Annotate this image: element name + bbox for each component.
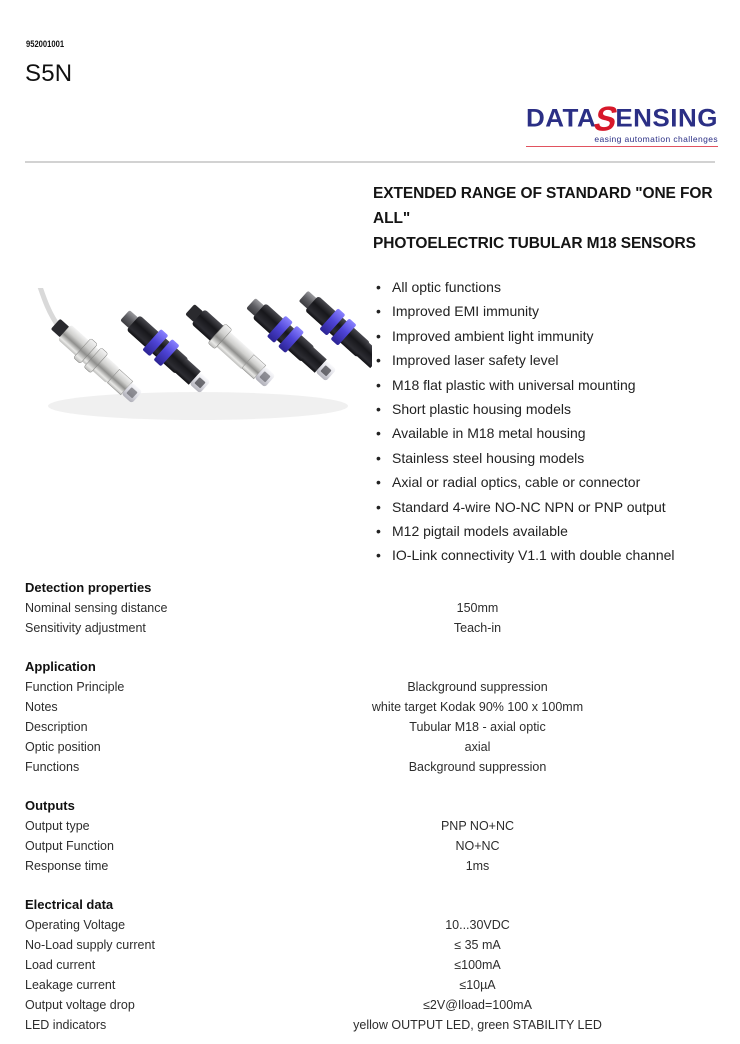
spec-label: Response time [25, 859, 109, 873]
feature-item: • Improved ambient light immunity [373, 324, 717, 348]
spec-value: 10...30VDC [445, 918, 510, 932]
header-divider [25, 161, 715, 163]
feature-item: • Standard 4-wire NO-NC NPN or PNP output [373, 495, 717, 519]
spec-row [25, 697, 715, 717]
spec-label: Operating Voltage [25, 918, 126, 932]
feature-item: • Stainless steel housing models [373, 446, 717, 470]
logo-flash-s-icon: S [590, 99, 623, 138]
spec-label: Function Principle [25, 680, 125, 694]
spec-value: white target Kodak 90% 100 x 100mm [371, 700, 584, 714]
spec-label: Load current [25, 958, 96, 972]
spec-label: Optic position [25, 740, 101, 754]
spec-row [25, 915, 715, 935]
spec-row [25, 598, 715, 618]
hero-heading [373, 181, 717, 256]
feature-item: • Improved EMI immunity [373, 299, 717, 323]
spec-value: NO+NC [455, 839, 500, 853]
product-photo [28, 288, 372, 432]
section-application [25, 657, 715, 777]
section-title: Detection properties [25, 580, 152, 595]
sensors-illustration [28, 288, 372, 432]
spec-label: Sensitivity adjustment [25, 621, 146, 635]
spec-row [25, 737, 715, 757]
spec-label: Output type [25, 819, 90, 833]
logo-text-data: DATA [525, 103, 597, 133]
section-title: Application [25, 659, 96, 674]
logo-wordmark [525, 99, 718, 138]
spec-value: ≤ 35 mA [454, 938, 501, 952]
spec-row [25, 955, 715, 975]
feature-item: • All optic functions [373, 275, 717, 299]
spec-row [25, 816, 715, 836]
hero-heading-line2: PHOTOELECTRIC TUBULAR M18 SENSORS [373, 235, 696, 252]
logo-text-ensing: ENSING [615, 103, 718, 133]
spec-label: Notes [25, 700, 58, 714]
spec-label: Leakage current [25, 978, 116, 992]
spec-value: ≤10µA [459, 978, 496, 992]
feature-item: • IO-Link connectivity V1.1 with double channel [373, 543, 717, 567]
datasensing-logo [526, 99, 718, 147]
product-code: 952001001 [26, 39, 65, 50]
section-electrical-data [25, 895, 715, 1035]
spec-row [25, 717, 715, 737]
spec-row [25, 757, 715, 777]
product-title: S5N [25, 60, 73, 87]
spec-label: Nominal sensing distance [25, 601, 168, 615]
feature-item: • Improved laser safety level [373, 348, 717, 372]
spec-value: 150mm [456, 601, 499, 615]
hero-heading-line1: EXTENDED RANGE OF STANDARD "ONE FOR ALL" [373, 185, 713, 227]
spec-label: Output Function [25, 839, 114, 853]
feature-item: • Short plastic housing models [373, 397, 717, 421]
spec-label: No-Load supply current [25, 938, 155, 952]
hero-text-column [373, 181, 717, 568]
spec-value: 1ms [465, 859, 490, 873]
spec-row [25, 1015, 715, 1035]
spec-row [25, 856, 715, 876]
logo-tagline: easing automation challenges [594, 134, 718, 144]
spec-row [25, 935, 715, 955]
spec-value: ≤2V@Iload=100mA [423, 998, 532, 1012]
specification-tables [25, 570, 715, 1035]
spec-value: yellow OUTPUT LED, green STABILITY LED [353, 1018, 602, 1032]
feature-item: • M12 pigtail models available [373, 519, 717, 543]
spec-row [25, 618, 715, 638]
spec-label: LED indicators [25, 1018, 107, 1032]
spec-value: Background suppression [408, 760, 547, 774]
section-outputs [25, 796, 715, 876]
spec-row [25, 995, 715, 1015]
section-title: Electrical data [25, 897, 114, 912]
spec-value: Blackground suppression [407, 680, 548, 694]
spec-label: Output voltage drop [25, 998, 135, 1012]
spec-value: PNP NO+NC [440, 819, 515, 833]
spec-label: Functions [25, 760, 80, 774]
spec-value: Teach-in [453, 621, 502, 635]
spec-row [25, 975, 715, 995]
section-title: Outputs [25, 798, 75, 813]
logo-underline [526, 146, 718, 147]
section-detection-properties [25, 578, 715, 638]
spec-row [25, 677, 715, 697]
spec-value: ≤100mA [454, 958, 501, 972]
feature-item: • Available in M18 metal housing [373, 421, 717, 445]
spec-value: Tubular M18 - axial optic [409, 720, 546, 734]
spec-value: axial [464, 740, 491, 754]
feature-list [373, 275, 717, 568]
feature-item: • Axial or radial optics, cable or connector [373, 470, 717, 494]
spec-label: Description [25, 720, 88, 734]
feature-item: • M18 flat plastic with universal mounting [373, 373, 717, 397]
spec-row [25, 836, 715, 856]
